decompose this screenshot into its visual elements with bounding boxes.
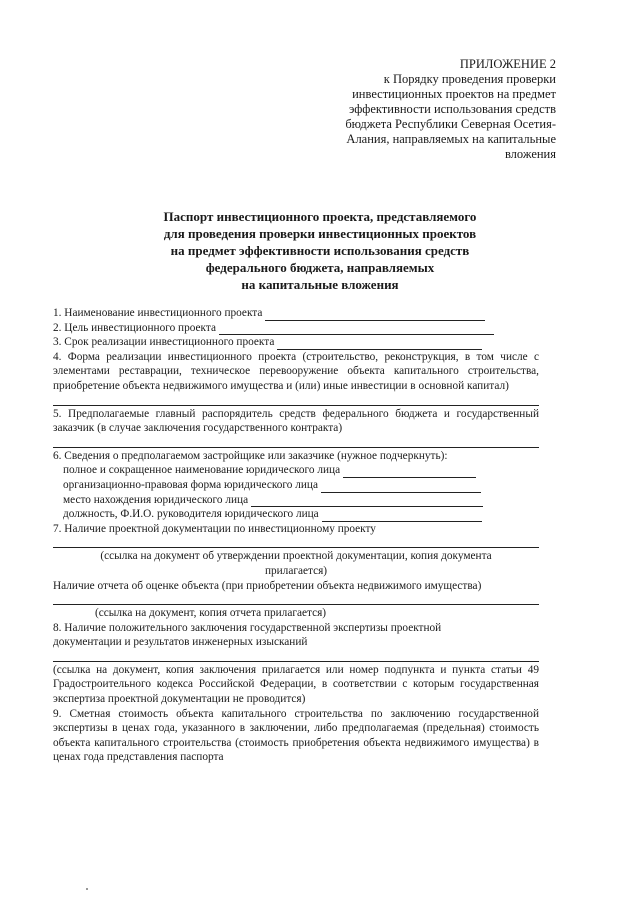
field-label: организационно-правовая форма юридического лица	[63, 478, 318, 491]
field-label: 1. Наименование инвестиционного проекта	[53, 307, 263, 319]
item-4-text: 4. Форма реализации инвестиционного проекта (строительство, реконструкция, в том числе с элементами реставрации, техническое перевооружение объекта капитального строительства, приобретение объекта недвижимого имущества и (или) иные инвестиции в основной капитал)	[53, 350, 539, 392]
item-7b-text: Наличие отчета об оценке объекта (при приобретении объекта недвижимого имущества)	[53, 579, 482, 592]
document-title	[80, 208, 560, 293]
scan-speck	[86, 888, 88, 890]
item-8-text: 8. Наличие положительного заключения государственной экспертизы проектной документации и результатов инженерных изысканий	[53, 621, 442, 649]
field-label: 2. Цель инвестиционного проекта	[53, 321, 216, 334]
field-legal-address	[53, 493, 539, 508]
title-line: на предмет эффективности использования средств	[170, 243, 470, 258]
item-7-note: (ссылка на документ об утверждении проектной документации, копия документа прилагается)	[100, 550, 492, 577]
appendix-line: вложения	[504, 147, 556, 161]
field-legal-form	[53, 478, 539, 493]
item-7-blank[interactable]	[53, 538, 539, 548]
item-7b-blank[interactable]	[53, 595, 539, 605]
title-line: для проведения проверки инвестиционных проектов	[163, 226, 477, 241]
field-project-name	[53, 306, 539, 321]
appendix-line: бюджета Республики Северная Осетия-	[345, 117, 556, 131]
legal-form-blank[interactable]	[321, 481, 481, 493]
item-7b-note: (ссылка на документ, копия отчета прилагается)	[95, 607, 327, 620]
legal-address-blank[interactable]	[251, 495, 483, 507]
head-name-blank[interactable]	[322, 510, 482, 522]
field-project-goal	[53, 321, 539, 336]
title-line: на капитальные вложения	[241, 277, 399, 292]
title-line: федерального бюджета, направляемых	[205, 260, 435, 275]
field-project-term	[53, 335, 539, 350]
appendix-header	[316, 57, 556, 162]
item-8-blank[interactable]	[53, 652, 539, 662]
legal-name-blank[interactable]	[343, 466, 476, 478]
form-body	[53, 306, 539, 765]
item-5-blank[interactable]	[53, 438, 539, 448]
appendix-line: эффективности использования средств	[348, 102, 556, 116]
title-line: Паспорт инвестиционного проекта, представляемого	[163, 209, 477, 224]
item-4-blank[interactable]	[53, 396, 539, 406]
appendix-line: ПРИЛОЖЕНИЕ 2	[459, 57, 556, 71]
item-6-text: 6. Сведения о предполагаемом застройщике или заказчике (нужное подчеркнуть):	[53, 449, 448, 462]
appendix-line: к Порядку проведения проверки	[383, 72, 556, 86]
field-label: полное и сокращенное наименование юридического лица	[63, 464, 341, 477]
field-label: 3. Срок реализации инвестиционного проекта	[53, 336, 275, 349]
field-head-name	[53, 507, 539, 522]
field-label: место нахождения юридического лица	[63, 493, 249, 506]
project-goal-blank[interactable]	[219, 323, 494, 335]
item-9-text: 9. Сметная стоимость объекта капитального строительства по заключению государственной экспертизы в ценах года, указанного в заключении, либо предполагаемая (предельная) стоимость объекта капитального строительства (стоимость приобретения объекта недвижимого имущества) в ценах года представления паспорта	[53, 707, 539, 764]
project-name-blank[interactable]	[265, 309, 485, 321]
item-8-note: (ссылка на документ, копия заключения прилагается или номер подпункта и пункта статьи 49 Градостроительного кодекса Российской Федерации, в соответствии с которым государственная экспертиза проектной документации не проводится)	[53, 663, 539, 706]
field-legal-name	[53, 463, 539, 478]
appendix-line: инвестиционных проектов на предмет	[352, 87, 556, 101]
field-label: должность, Ф.И.О. руководителя юридического лица	[63, 508, 319, 521]
item-5-text: 5. Предполагаемые главный распорядитель средств федерального бюджета и государственный заказчик (в случае заключения государственного контракта)	[53, 407, 539, 435]
item-7-text: 7. Наличие проектной документации по инвестиционному проекту	[53, 522, 376, 535]
appendix-line: Алания, направляемых на капитальные	[346, 132, 556, 146]
project-term-blank[interactable]	[277, 338, 482, 350]
